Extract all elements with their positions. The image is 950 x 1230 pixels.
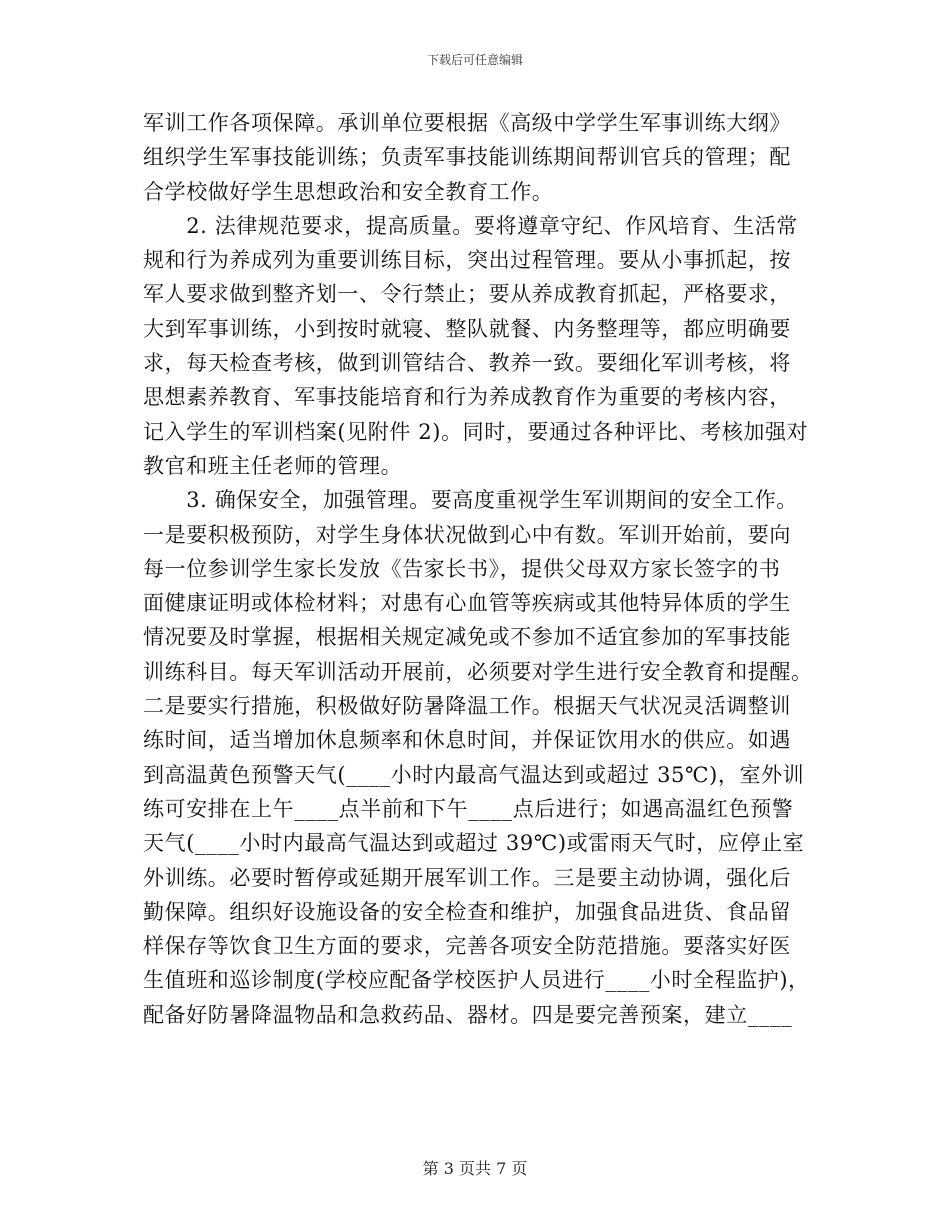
- text-line: 2. 法律规范要求，提高质量。要将遵章守纪、作风培育、生活常: [143, 213, 798, 238]
- text-line: 二是要实行措施，积极做好防暑降温工作。根据天气状况灵活调整训: [143, 694, 791, 719]
- text-line: 外训练。必要时暂停或延期开展军训工作。三是要主动协调，强化后: [143, 865, 791, 890]
- text-line: 生值班和巡诊制度(学校应配备学校医护人员进行____小时全程监护)，: [143, 968, 810, 993]
- text-line: 军训工作各项保障。承训单位要根据《高级中学学生军事训练大纲》: [143, 111, 791, 135]
- text-line: 练可安排在上午____点半前和下午____点后进行；如遇高温红色预警: [143, 796, 794, 821]
- text-line: 3. 确保安全，加强管理。要高度重视学生军训期间的安全工作。: [143, 488, 798, 513]
- text-line: 合学校做好学生思想政治和安全教育工作。: [143, 179, 554, 204]
- text-line: 军人要求做到整齐划一、令行禁止；要从养成教育抓起，严格要求，: [143, 282, 791, 307]
- text-line: 教官和班主任老师的管理。: [143, 453, 403, 478]
- document-body: [143, 106, 813, 1032]
- text-line: 每一位参训学生家长发放《告家长书》，提供父母双方家长签字的书: [143, 556, 781, 581]
- paragraph-1: [143, 106, 803, 209]
- text-line: 练时间，适当增加休息频率和休息时间，并保证饮用水的供应。如遇: [143, 728, 791, 753]
- text-line: 到高温黄色预警天气(____小时内最高气温达到或超过 35℃)，室外训: [143, 762, 805, 787]
- page-header: 下载后可任意编辑: [426, 53, 523, 67]
- text-line: 配备好防暑降温物品和急救药品、器材。四是要完善预案，建立____: [143, 1002, 793, 1027]
- text-line: 求，每天检查考核，做到训管结合、教养一致。要细化军训考核，将: [143, 351, 791, 376]
- text-line: 情况要及时掌握，根据相关规定减免或不参加不适宜参加的军事技能: [143, 625, 791, 650]
- text-line: 一是要积极预防，对学生身体状况做到心中有数。军训开始前，要向: [143, 522, 791, 547]
- text-line: 规和行为养成列为重要训练目标，突出过程管理。要从小事抓起，按: [143, 248, 791, 273]
- text-line: 天气(____小时内最高气温达到或超过 39℃)或雷雨天气时，应停止室: [143, 831, 805, 856]
- text-line: 记入学生的军训档案(见附件 2)。同时，要通过各种评比、考核加强对: [143, 419, 809, 444]
- paragraph-2: [143, 209, 809, 483]
- text-line: 样保存等饮食卫生方面的要求，完善各项安全防范措施。要落实好医: [143, 934, 791, 959]
- text-line: 训练科目。每天军训活动开展前，必须要对学生进行安全教育和提醒。: [143, 659, 813, 684]
- page-footer: 第 3 页共 7 页: [422, 1159, 528, 1178]
- paragraph-3: [143, 483, 813, 1032]
- text-line: 思想素养教育、军事技能培育和行为养成教育作为重要的考核内容，: [143, 385, 791, 410]
- text-line: 面健康证明或体检材料；对患有心血管等疾病或其他特异体质的学生: [143, 591, 791, 616]
- text-line: 组织学生军事技能训练；负责军事技能训练期间帮训官兵的管理；配: [143, 145, 791, 170]
- text-line: 勤保障。组织好设施设备的安全检查和维护，加强食品进货、食品留: [143, 899, 791, 924]
- text-line: 大到军事训练，小到按时就寝、整队就餐、内务整理等，都应明确要: [143, 316, 791, 341]
